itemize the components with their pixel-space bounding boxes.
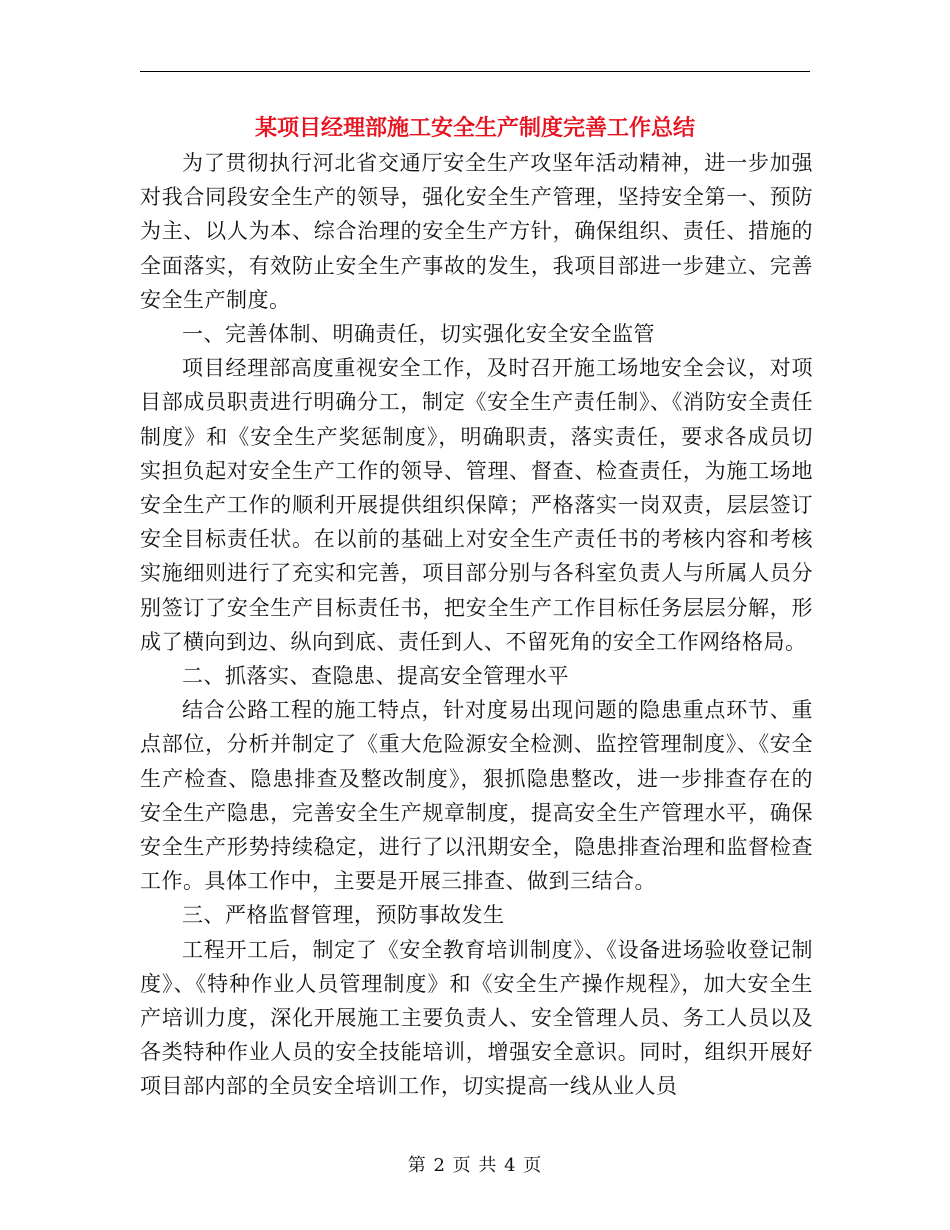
header-rule	[140, 71, 810, 72]
document-body	[140, 146, 813, 1104]
page-number: 第 2 页 共 4 页	[407, 1155, 543, 1176]
paragraph-intro: 为了贯彻执行河北省交通厅安全生产攻坚年活动精神，进一步加强对我合同段安全生产的领导，强化安全生产管理，坚持安全第一、预防为主、以人为本、综合治理的安全生产方针，确保组织、责任、措施的全面落实，有效防止安全生产事故的发生，我项目部进一步建立、完善安全生产制度。	[140, 151, 813, 312]
document-title: 某项目经理部施工安全生产制度完善工作总结	[254, 115, 695, 141]
section-heading-3: 三、严格监督管理，预防事故发生	[182, 903, 505, 928]
section-heading-2: 二、抓落实、查隐患、提高安全管理水平	[182, 664, 569, 689]
paragraph-section-3: 工程开工后，制定了《安全教育培训制度》、《设备进场验收登记制度》、《特种作业人员管理制度》和《安全生产操作规程》，加大安全生产培训力度，深化开展施工主要负责人、安全管理人员、务工人员以及各类特种作业人员的安全技能培训，增强安全意识。同时，组织开展好项目部内部的全员安全培训工作，切实提高一线从业人员	[140, 937, 813, 1099]
paragraph-section-2: 结合公路工程的施工特点，针对度易出现问题的隐患重点环节、重点部位，分析并制定了《重大危险源安全检测、监控管理制度》、《安全生产检查、隐患排查及整改制度》，狠抓隐患整改，进一步排查存在的安全生产隐患，完善安全生产规章制度，提高安全生产管理水平，确保安全生产形势持续稳定，进行了以汛期安全，隐患排查治理和监督检查工作。具体工作中，主要是开展三排查、做到三结合。	[140, 698, 813, 894]
paragraph-section-1: 项目经理部高度重视安全工作，及时召开施工场地安全会议，对项目部成员职责进行明确分工，制定《安全生产责任制》、《消防安全责任制度》和《安全生产奖惩制度》，明确职责，落实责任，要求各成员切实担负起对安全生产工作的领导、管理、督查、检查责任，为施工场地安全生产工作的顺利开展提供组织保障；严格落实一岗双责，层层签订安全目标责任状。在以前的基础上对安全生产责任书的考核内容和考核实施细则进行了充实和完善，项目部分别与各科室负责人与所属人员分别签订了安全生产目标责任书，把安全生产工作目标任务层层分解，形成了横向到边、纵向到底、责任到人、不留死角的安全工作网络格局。	[140, 356, 813, 654]
section-heading-1: 一、完善体制、明确责任，切实强化安全安全监管	[182, 322, 655, 347]
